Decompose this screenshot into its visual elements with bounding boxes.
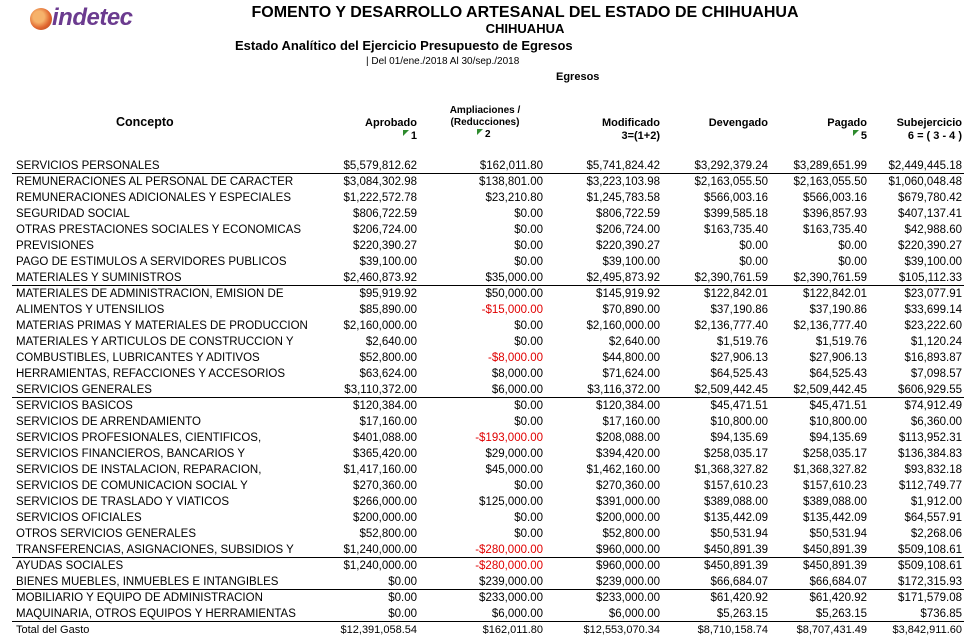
row-subejercicio: $23,077.91 (904, 288, 962, 300)
row-pagado: $94,135.69 (809, 432, 867, 444)
row-devengado: $2,136,777.40 (694, 320, 768, 332)
row-devengado: $1,519.76 (716, 336, 768, 348)
row-devengado: $450,891.39 (704, 544, 768, 556)
row-aprobado: $266,000.00 (353, 496, 417, 508)
row-pagado: $122,842.01 (803, 288, 867, 300)
row-devengado: $10,800.00 (710, 416, 768, 428)
table-row (0, 414, 964, 430)
row-subejercicio: $23,222.60 (904, 320, 962, 332)
report-period: | Del 01/ene./2018 Al 30/sep./2018 (366, 56, 520, 67)
row-subejercicio: $33,699.14 (904, 304, 962, 316)
row-ampliaciones: $8,000.00 (491, 368, 543, 380)
row-ampliaciones: $0.00 (514, 400, 543, 412)
row-concept: BIENES MUEBLES, INMUEBLES E INTANGIBLES (16, 576, 279, 588)
row-subejercicio: $93,832.18 (904, 464, 962, 476)
row-modificado: $39,100.00 (602, 256, 660, 268)
header-ampliaciones-label: Ampliaciones / (449, 105, 521, 116)
header-subejercicio-label: Subejercicio (896, 117, 962, 129)
row-devengado: $27,906.13 (710, 352, 768, 364)
row-aprobado: $220,390.27 (353, 240, 417, 252)
row-ampliaciones: $0.00 (514, 224, 543, 236)
comment-marker-icon (477, 129, 483, 135)
row-concept: MATERIALES DE ADMINISTRACION, EMISION DE (16, 288, 284, 300)
row-modificado: $1,245,783.58 (586, 192, 660, 204)
row-devengado: $94,135.69 (710, 432, 768, 444)
row-modificado: $3,116,372.00 (587, 384, 660, 396)
row-ampliaciones: -$193,000.00 (475, 432, 543, 444)
report-title: FOMENTO Y DESARROLLO ARTESANAL DEL ESTADO DE CHIHUAHUA (251, 4, 799, 21)
table-row (0, 590, 964, 606)
header-subejercicio (870, 117, 962, 143)
row-modificado: $806,722.59 (596, 208, 660, 220)
row-devengado: $258,035.17 (704, 448, 768, 460)
row-concept: MATERIALES Y ARTICULOS DE CONSTRUCCION Y (16, 336, 294, 348)
header-pagado (790, 117, 867, 143)
table-row (0, 430, 964, 446)
row-subejercicio: $112,749.77 (898, 480, 962, 492)
row-concept: MOBILIARIO Y EQUIPO DE ADMINISTRACION (16, 592, 263, 604)
row-aprobado: $63,624.00 (359, 368, 417, 380)
row-pagado: $135,442.09 (803, 512, 867, 524)
row-aprobado: $5,579,812.62 (343, 160, 417, 172)
row-subejercicio: $1,120.24 (910, 336, 962, 348)
header-pagado-label: Pagado (827, 117, 867, 129)
table-row (0, 350, 964, 366)
row-aprobado: $39,100.00 (359, 256, 417, 268)
row-devengado: $399,585.18 (704, 208, 768, 220)
row-devengado: $5,263.15 (716, 608, 768, 620)
row-modificado: $206,724.00 (596, 224, 660, 236)
row-pagado: $566,003.16 (803, 192, 867, 204)
row-pagado: $3,289,651.99 (793, 160, 867, 172)
row-ampliaciones: $0.00 (514, 336, 543, 348)
row-concept: SERVICIOS BASICOS (16, 400, 133, 412)
row-subejercicio: $6,360.00 (910, 416, 962, 428)
table-row (0, 542, 964, 558)
row-aprobado: $1,417,160.00 (343, 464, 417, 476)
row-pagado: $50,531.94 (809, 528, 867, 540)
row-concept: MAQUINARIA, OTROS EQUIPOS Y HERRAMIENTAS (16, 608, 296, 620)
row-modificado: $71,624.00 (602, 368, 660, 380)
row-devengado: $2,509,442.45 (694, 384, 768, 396)
row-modificado: $12,553,070.34 (583, 624, 660, 636)
row-ampliaciones: $6,000.00 (491, 384, 543, 396)
row-pagado: $66,684.07 (809, 576, 867, 588)
row-subejercicio: $736.85 (920, 608, 962, 620)
row-subejercicio: $220,390.27 (898, 240, 962, 252)
row-devengado: $1,368,327.82 (694, 464, 768, 476)
row-devengado: $45,471.51 (710, 400, 768, 412)
row-devengado: $0.00 (739, 240, 768, 252)
row-concept: SERVICIOS FINANCIEROS, BANCARIOS Y (16, 448, 245, 460)
table-row (0, 526, 964, 542)
row-pagado: $45,471.51 (809, 400, 867, 412)
row-ampliaciones: -$8,000.00 (488, 352, 543, 364)
row-devengado: $66,684.07 (710, 576, 768, 588)
table-row (0, 558, 964, 574)
comment-marker-icon (853, 130, 859, 136)
row-ampliaciones: $0.00 (514, 208, 543, 220)
header-devengado: Devengado (708, 117, 768, 129)
row-modificado: $200,000.00 (596, 512, 660, 524)
row-concept: SERVICIOS DE COMUNICACION SOCIAL Y (16, 480, 248, 492)
row-subejercicio: $2,268.06 (910, 528, 962, 540)
row-aprobado: $365,420.00 (353, 448, 417, 460)
row-ampliaciones: -$280,000.00 (475, 560, 543, 572)
row-modificado: $960,000.00 (596, 560, 660, 572)
row-concept: SERVICIOS DE INSTALACION, REPARACION, (16, 464, 262, 476)
row-ampliaciones: -$280,000.00 (475, 544, 543, 556)
row-subejercicio: $679,780.42 (898, 192, 962, 204)
row-modificado: $52,800.00 (602, 528, 660, 540)
row-aprobado: $85,890.00 (359, 304, 417, 316)
header-modificado-label: Modificado (601, 117, 660, 129)
table-row (0, 286, 964, 302)
row-modificado: $233,000.00 (596, 592, 660, 604)
row-ampliaciones: $35,000.00 (485, 272, 543, 284)
row-subejercicio: $7,098.57 (910, 368, 962, 380)
row-ampliaciones: $0.00 (514, 416, 543, 428)
row-concept: Total del Gasto (16, 624, 90, 636)
row-ampliaciones: $0.00 (514, 256, 543, 268)
row-pagado: $10,800.00 (809, 416, 867, 428)
row-modificado: $17,160.00 (602, 416, 660, 428)
row-pagado: $258,035.17 (803, 448, 867, 460)
row-devengado: $37,190.86 (710, 304, 768, 316)
row-pagado: $2,509,442.45 (793, 384, 867, 396)
row-pagado: $37,190.86 (809, 304, 867, 316)
row-concept: SERVICIOS DE TRASLADO Y VIATICOS (16, 496, 230, 508)
row-devengado: $122,842.01 (704, 288, 768, 300)
comment-marker-icon (403, 130, 409, 136)
row-aprobado: $401,088.00 (353, 432, 417, 444)
row-subejercicio: $16,893.87 (904, 352, 962, 364)
table-row (0, 622, 964, 638)
row-aprobado: $1,222,572.78 (343, 192, 417, 204)
table-row (0, 574, 964, 590)
row-pagado: $0.00 (838, 240, 867, 252)
row-modificado: $2,160,000.00 (586, 320, 660, 332)
row-devengado: $450,891.39 (704, 560, 768, 572)
row-concept: MATERIAS PRIMAS Y MATERIALES DE PRODUCCION (16, 320, 308, 332)
row-subejercicio: $509,108.61 (898, 560, 962, 572)
row-ampliaciones: $50,000.00 (485, 288, 543, 300)
header-modificado-number: 3=(1+2) (621, 130, 660, 142)
table-row (0, 190, 964, 206)
row-concept: TRANSFERENCIAS, ASIGNACIONES, SUBSIDIOS Y (16, 544, 294, 556)
row-subejercicio: $172,315.93 (898, 576, 962, 588)
row-pagado: $2,163,055.50 (793, 176, 867, 188)
row-ampliaciones: $6,000.00 (491, 608, 543, 620)
row-concept: PAGO DE ESTIMULOS A SERVIDORES PUBLICOS (16, 256, 287, 268)
row-modificado: $120,384.00 (596, 400, 660, 412)
table-row (0, 382, 964, 398)
header-modificado (570, 117, 660, 143)
row-pagado: $2,390,761.59 (793, 272, 867, 284)
header-reducciones-label: (Reducciones) (450, 117, 520, 128)
row-aprobado: $1,240,000.00 (343, 560, 417, 572)
report-subtitle: CHIHUAHUA (485, 21, 565, 36)
row-pagado: $2,136,777.40 (793, 320, 867, 332)
row-ampliaciones: $138,801.00 (479, 176, 543, 188)
row-ampliaciones: $0.00 (514, 528, 543, 540)
table-row (0, 206, 964, 222)
table-row (0, 478, 964, 494)
row-concept: SERVICIOS OFICIALES (16, 512, 142, 524)
table-row (0, 334, 964, 350)
row-concept: SEGURIDAD SOCIAL (16, 208, 130, 220)
row-devengado: $389,088.00 (704, 496, 768, 508)
row-aprobado: $2,460,873.92 (343, 272, 417, 284)
row-devengado: $2,390,761.59 (694, 272, 768, 284)
row-pagado: $8,707,431.49 (796, 624, 867, 636)
row-subejercicio: $136,384.83 (898, 448, 962, 460)
row-concept: SERVICIOS PROFESIONALES, CIENTIFICOS, (16, 432, 262, 444)
row-devengado: $50,531.94 (710, 528, 768, 540)
row-pagado: $450,891.39 (803, 560, 867, 572)
row-concept: OTROS SERVICIOS GENERALES (16, 528, 197, 540)
row-aprobado: $2,640.00 (365, 336, 417, 348)
row-subejercicio: $105,112.33 (898, 272, 962, 284)
row-modificado: $391,000.00 (596, 496, 660, 508)
row-modificado: $960,000.00 (596, 544, 660, 556)
row-concept: ALIMENTOS Y UTENSILIOS (16, 304, 165, 316)
row-pagado: $450,891.39 (803, 544, 867, 556)
row-modificado: $394,420.00 (596, 448, 660, 460)
row-subejercicio: $1,912.00 (910, 496, 962, 508)
row-modificado: $239,000.00 (596, 576, 660, 588)
row-aprobado: $0.00 (388, 592, 417, 604)
table-row (0, 462, 964, 478)
row-subejercicio: $407,137.41 (898, 208, 962, 220)
row-devengado: $163,735.40 (704, 224, 768, 236)
row-subejercicio: $113,952.31 (898, 432, 962, 444)
row-subejercicio: $42,988.60 (904, 224, 962, 236)
section-label: Egresos (556, 71, 600, 83)
row-aprobado: $17,160.00 (359, 416, 417, 428)
header-subejercicio-number: 6 = ( 3 - 4 ) (907, 130, 962, 142)
header-ampliaciones (437, 105, 533, 141)
row-devengado: $0.00 (739, 256, 768, 268)
row-devengado: $8,710,158.74 (697, 624, 768, 636)
row-modificado: $2,640.00 (608, 336, 660, 348)
row-aprobado: $200,000.00 (353, 512, 417, 524)
row-aprobado: $206,724.00 (353, 224, 417, 236)
row-concept: AYUDAS SOCIALES (16, 560, 124, 572)
table-row (0, 270, 964, 286)
row-ampliaciones: $162,011.80 (482, 624, 543, 636)
row-aprobado: $95,919.92 (359, 288, 417, 300)
row-ampliaciones: $45,000.00 (485, 464, 543, 476)
row-ampliaciones: $0.00 (514, 480, 543, 492)
row-aprobado: $806,722.59 (353, 208, 417, 220)
row-devengado: $61,420.92 (710, 592, 768, 604)
row-ampliaciones: $0.00 (514, 512, 543, 524)
row-subejercicio: $2,449,445.18 (888, 160, 962, 172)
row-ampliaciones: $239,000.00 (479, 576, 543, 588)
row-aprobado: $12,391,058.54 (340, 624, 417, 636)
row-aprobado: $0.00 (388, 576, 417, 588)
row-modificado: $3,223,103.98 (586, 176, 660, 188)
table-row (0, 222, 964, 238)
row-concept: COMBUSTIBLES, LUBRICANTES Y ADITIVOS (16, 352, 260, 364)
table-row (0, 446, 964, 462)
header-concepto: Concepto (116, 115, 174, 129)
row-aprobado: $1,240,000.00 (343, 544, 417, 556)
row-subejercicio: $606,929.55 (898, 384, 962, 396)
row-ampliaciones: $0.00 (514, 240, 543, 252)
table-row (0, 366, 964, 382)
row-modificado: $5,741,824.42 (586, 160, 660, 172)
row-ampliaciones: $23,210.80 (485, 192, 543, 204)
report-name: Estado Analítico del Ejercicio Presupuesto de Egresos (235, 38, 573, 53)
table-row (0, 302, 964, 318)
row-modificado: $44,800.00 (602, 352, 660, 364)
row-ampliaciones: $0.00 (514, 320, 543, 332)
header-aprobado-label: Aprobado (365, 117, 417, 129)
row-modificado: $2,495,873.92 (586, 272, 660, 284)
row-modificado: $70,890.00 (602, 304, 660, 316)
row-devengado: $157,610.23 (704, 480, 768, 492)
header-aprobado-number: 1 (410, 130, 417, 142)
row-devengado: $135,442.09 (704, 512, 768, 524)
table-row (0, 238, 964, 254)
row-aprobado: $0.00 (388, 608, 417, 620)
row-ampliaciones: $125,000.00 (479, 496, 543, 508)
row-pagado: $163,735.40 (803, 224, 867, 236)
logo-text: indetec (52, 4, 133, 31)
row-concept: MATERIALES Y SUMINISTROS (16, 272, 182, 284)
header-aprobado (340, 117, 417, 143)
row-subejercicio: $1,060,048.48 (888, 176, 962, 188)
row-concept: PREVISIONES (16, 240, 94, 252)
row-pagado: $27,906.13 (809, 352, 867, 364)
row-pagado: $61,420.92 (809, 592, 867, 604)
row-modificado: $145,919.92 (596, 288, 660, 300)
header-ampliaciones-number: 2 (485, 129, 491, 140)
row-pagado: $1,368,327.82 (793, 464, 867, 476)
row-subejercicio: $3,842,911.60 (892, 624, 962, 636)
row-modificado: $220,390.27 (596, 240, 660, 252)
row-concept: OTRAS PRESTACIONES SOCIALES Y ECONOMICAS (16, 224, 302, 236)
table-row (0, 494, 964, 510)
row-pagado: $389,088.00 (803, 496, 867, 508)
row-aprobado: $52,800.00 (359, 528, 417, 540)
row-subejercicio: $74,912.49 (904, 400, 962, 412)
row-concept: REMUNERACIONES AL PERSONAL DE CARACTER (16, 176, 294, 188)
table-row (0, 158, 964, 174)
header-pagado-number: 5 (860, 130, 867, 142)
row-ampliaciones: -$15,000.00 (481, 304, 543, 316)
row-ampliaciones: $29,000.00 (485, 448, 543, 460)
row-subejercicio: $171,579.08 (898, 592, 962, 604)
row-aprobado: $2,160,000.00 (343, 320, 417, 332)
row-modificado: $270,360.00 (596, 480, 660, 492)
row-devengado: $2,163,055.50 (694, 176, 768, 188)
table-row (0, 174, 964, 190)
row-subejercicio: $39,100.00 (904, 256, 962, 268)
row-concept: SERVICIOS DE ARRENDAMIENTO (16, 416, 201, 428)
row-aprobado: $270,360.00 (353, 480, 417, 492)
row-modificado: $208,088.00 (596, 432, 660, 444)
row-aprobado: $3,110,372.00 (344, 384, 417, 396)
row-concept: SERVICIOS PERSONALES (16, 160, 160, 172)
row-pagado: $5,263.15 (815, 608, 867, 620)
row-concept: SERVICIOS GENERALES (16, 384, 152, 396)
row-aprobado: $3,084,302.98 (343, 176, 417, 188)
row-pagado: $64,525.43 (809, 368, 867, 380)
row-devengado: $64,525.43 (710, 368, 768, 380)
row-pagado: $0.00 (838, 256, 867, 268)
row-pagado: $157,610.23 (803, 480, 867, 492)
row-subejercicio: $64,557.91 (904, 512, 962, 524)
row-modificado: $6,000.00 (608, 608, 660, 620)
row-aprobado: $120,384.00 (353, 400, 417, 412)
table-row (0, 510, 964, 526)
table-row (0, 606, 964, 622)
budget-table (0, 158, 964, 638)
row-ampliaciones: $162,011.80 (479, 160, 543, 172)
table-row (0, 398, 964, 414)
row-concept: REMUNERACIONES ADICIONALES Y ESPECIALES (16, 192, 292, 204)
row-aprobado: $52,800.00 (359, 352, 417, 364)
row-pagado: $396,857.93 (803, 208, 867, 220)
row-devengado: $3,292,379.24 (694, 160, 768, 172)
row-concept: HERRAMIENTAS, REFACCIONES Y ACCESORIOS (16, 368, 286, 380)
row-subejercicio: $509,108.61 (898, 544, 962, 556)
row-modificado: $1,462,160.00 (586, 464, 660, 476)
row-devengado: $566,003.16 (704, 192, 768, 204)
table-row (0, 254, 964, 270)
row-pagado: $1,519.76 (815, 336, 867, 348)
row-ampliaciones: $233,000.00 (479, 592, 543, 604)
table-row (0, 318, 964, 334)
